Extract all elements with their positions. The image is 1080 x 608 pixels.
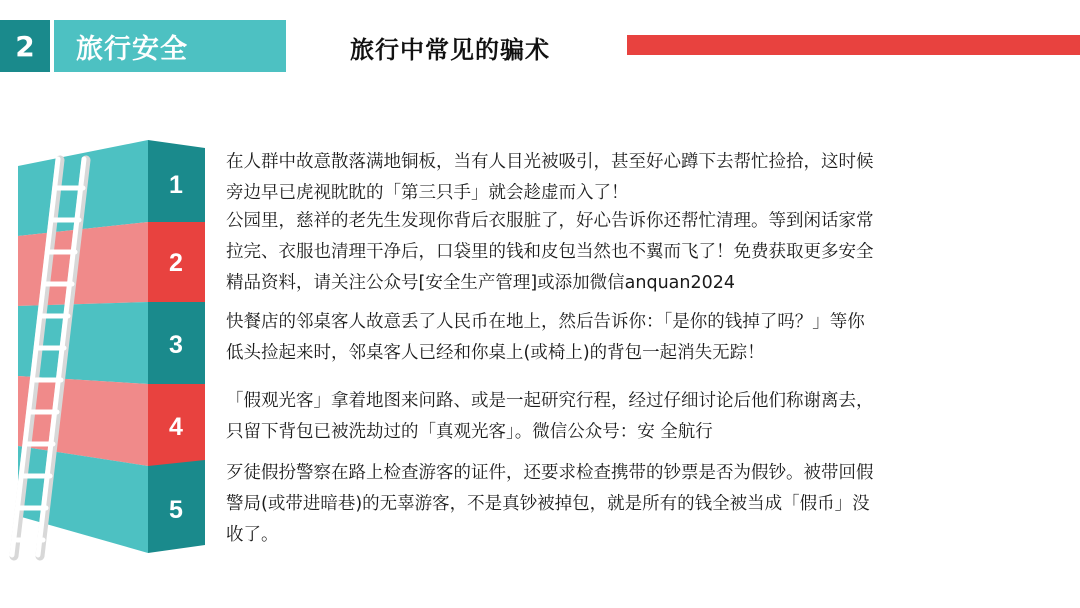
item-line: 公园里，慈祥的老先生发现你背后衣服脏了，好心告诉你还帮忙清理。等到闲话家常 xyxy=(226,211,874,231)
tier-5-number: 5 xyxy=(169,496,183,524)
item-line: 低头捡起来时，邻桌客人已经和你桌上(或椅上)的背包一起消失无踪！ xyxy=(226,343,765,363)
item-line: 收了。 xyxy=(226,525,279,545)
tier-3-number: 3 xyxy=(169,331,183,359)
tier-4-number: 4 xyxy=(169,413,183,441)
tier-2-side xyxy=(18,222,148,306)
scam-item-5 xyxy=(226,458,1006,551)
item-line: 「假观光客」拿着地图来问路、或是一起研究行程，经过仔细讨论后他们称谢离去， xyxy=(226,391,874,411)
header-accent-bar xyxy=(627,35,1080,55)
section-label: 旅行安全 xyxy=(54,20,286,72)
item-line: 精品资料，请关注公众号[安全生产管理]或添加微信anquan2024 xyxy=(226,273,736,293)
section-number-badge: 2 xyxy=(0,20,50,72)
scam-item-2 xyxy=(226,206,1006,299)
item-line: 旁边早已虎视眈眈的「第三只手」就会趁虚而入了！ xyxy=(226,183,629,203)
item-line: 歹徒假扮警察在路上检查游客的证件，还要求检查携带的钞票是否为假钞。被带回假 xyxy=(226,463,874,483)
scam-item-1 xyxy=(226,147,1006,209)
page-title: 旅行中常见的骗术 xyxy=(350,36,550,64)
item-line: 警局(或带进暗巷)的无辜游客，不是真钞被掉包，就是所有的钱全被当成「假币」没 xyxy=(226,494,870,514)
item-line: 在人群中故意散落满地铜板，当有人目光被吸引，甚至好心蹲下去帮忙捡拾，这时候 xyxy=(226,152,874,172)
scam-item-4 xyxy=(226,386,1006,448)
item-line: 拉完、衣服也清理干净后，口袋里的钱和皮包当然也不翼而飞了！免费获取更多安全 xyxy=(226,242,874,262)
item-line: 快餐店的邻桌客人故意丢了人民币在地上，然后告诉你：「是你的钱掉了吗？」等你 xyxy=(226,312,865,332)
tier-2-number: 2 xyxy=(169,249,183,277)
item-line: 只留下背包已被洗劫过的「真观光客」。微信公众号：安 全航行 xyxy=(226,422,713,442)
stacked-tower-graphic xyxy=(0,0,220,608)
scam-item-3 xyxy=(226,307,1006,369)
tier-1-number: 1 xyxy=(169,171,183,199)
